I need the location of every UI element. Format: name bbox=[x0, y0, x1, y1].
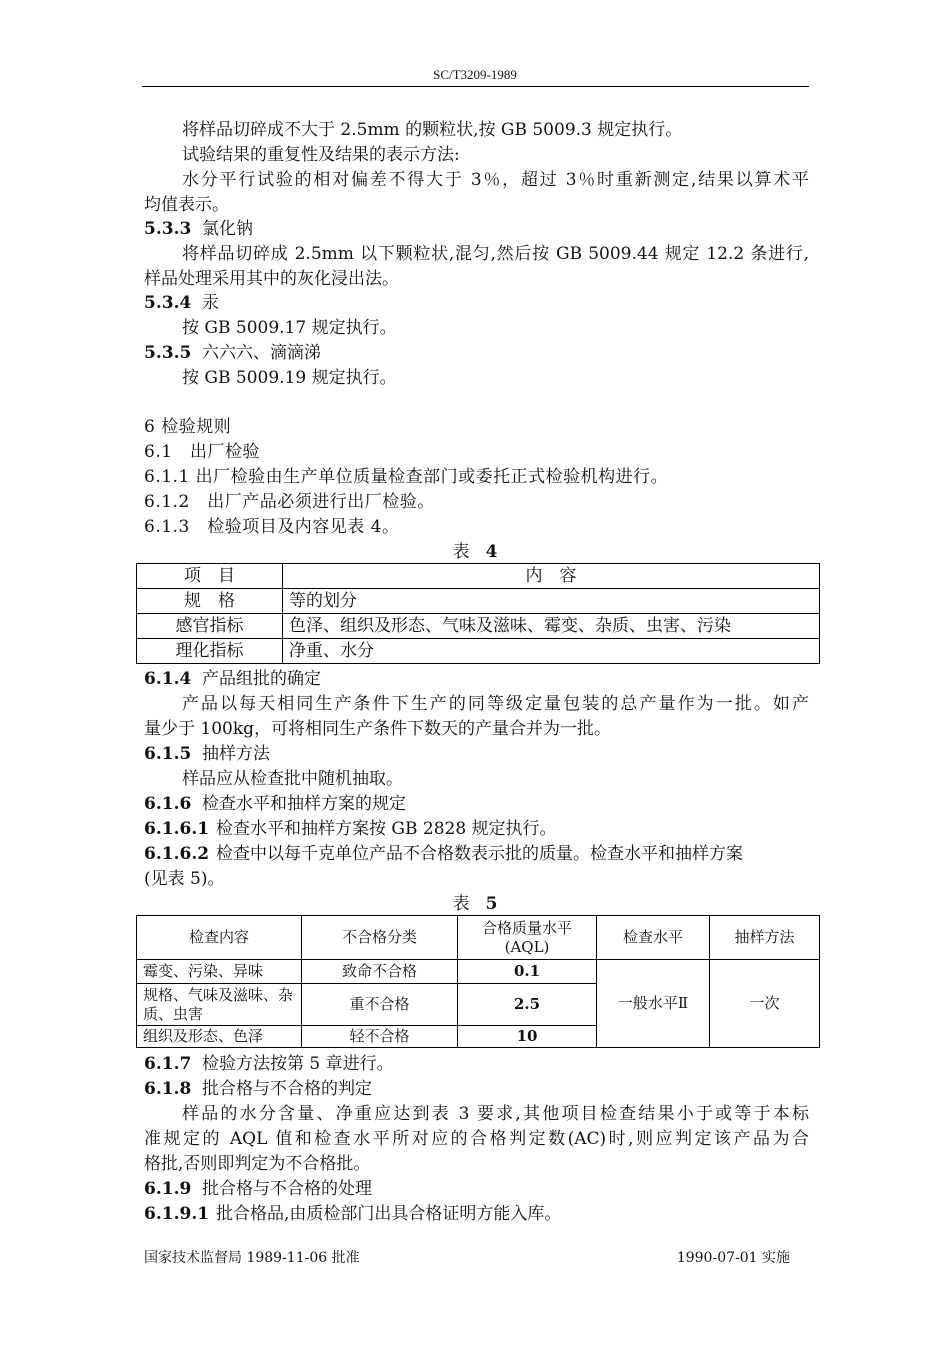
header-code: SC/T3209-1989 bbox=[433, 67, 517, 82]
table-cell: 轻不合格 bbox=[302, 1026, 458, 1048]
table4-caption: 表 4 bbox=[452, 542, 498, 562]
section-5-3-4 bbox=[144, 291, 809, 316]
section-text: 批合格品,由质检部门出具合格证明方能入库。 bbox=[216, 1204, 562, 1224]
table-header-cell: 检查内容 bbox=[137, 916, 302, 960]
para-line: 将样品切碎成 2.5mm 以下颗粒状,混匀,然后按 GB 5009.44 规定 12.2 条进行, bbox=[182, 244, 809, 264]
section-6-1-6-1 bbox=[144, 817, 809, 842]
table-header-cell: 内 容 bbox=[283, 564, 820, 589]
section-6-1-7 bbox=[144, 1052, 809, 1077]
chapter-6-heading: 6 检验规则 bbox=[144, 417, 232, 437]
section-number: 6.1.8 bbox=[144, 1079, 192, 1099]
para-line: (见表 5)。 bbox=[144, 869, 225, 889]
section-title: 批合格与不合格的判定 bbox=[202, 1079, 372, 1099]
section-number: 6.1.6.2 bbox=[144, 844, 210, 864]
table-header-row bbox=[137, 564, 820, 589]
table-cell: 0.1 bbox=[458, 960, 597, 984]
table-header-cell: 不合格分类 bbox=[302, 916, 458, 960]
section-text: 检查水平和抽样方案按 GB 2828 规定执行。 bbox=[216, 819, 557, 839]
section-6-1-5 bbox=[144, 742, 809, 767]
table-header-row bbox=[137, 916, 820, 960]
table-cell: 重不合格 bbox=[302, 984, 458, 1026]
section-number: 6.1.5 bbox=[144, 744, 192, 764]
para-line: 水分平行试验的相对偏差不得大于 3％，超过 3％时重新测定,结果以算术平 bbox=[182, 170, 809, 190]
table-row bbox=[137, 614, 820, 639]
section-title: 检查水平和抽样方案的规定 bbox=[202, 794, 406, 814]
para-line: 样品的水分含量、净重应达到表 3 要求,其他项目检查结果小于或等于本标 bbox=[182, 1104, 809, 1124]
section-number: 6.1.9 bbox=[144, 1179, 192, 1199]
section-title: 抽样方法 bbox=[202, 744, 270, 764]
table-cell: 色泽、组织及形态、气味及滋味、霉变、杂质、虫害、污染 bbox=[283, 614, 820, 639]
section-number: 6.1.4 bbox=[144, 669, 192, 689]
section-6-1-1: 6.1.1 出厂检验由生产单位质量检查部门或委托正式检验机构进行。 bbox=[144, 467, 669, 487]
table-header-cell: 合格质量水平(AQL) bbox=[458, 916, 597, 960]
section-text: 检验方法按第 5 章进行。 bbox=[202, 1054, 394, 1074]
para-line: 将样品切碎成不大于 2.5mm 的颗粒状,按 GB 5009.3 规定执行。 bbox=[182, 120, 683, 140]
section-6-1-8 bbox=[144, 1077, 809, 1102]
header-rule bbox=[142, 86, 809, 87]
section-6-1-6 bbox=[144, 792, 809, 817]
section-number: 5.3.3 bbox=[144, 219, 192, 239]
table-cell: 2.5 bbox=[458, 984, 597, 1026]
table-cell: 感官指标 bbox=[137, 614, 283, 639]
table-row bbox=[137, 960, 820, 984]
section-number: 6.1.6.1 bbox=[144, 819, 210, 839]
table-cell: 等的划分 bbox=[283, 589, 820, 614]
section-number: 5.3.4 bbox=[144, 293, 192, 313]
section-number: 5.3.5 bbox=[144, 343, 192, 363]
footer-approval: 国家技术监督局 1989-11-06 批准 bbox=[144, 1250, 360, 1266]
table-cell: 规格、气味及滋味、杂质、虫害 bbox=[137, 984, 302, 1026]
para-line: 样品处理采用其中的灰化浸出法。 bbox=[144, 269, 399, 289]
section-6-1-6-2 bbox=[144, 842, 809, 867]
section-title: 汞 bbox=[202, 293, 219, 313]
para-line: 按 GB 5009.19 规定执行。 bbox=[182, 368, 397, 388]
table-cell-inspection-level: 一般水平Ⅱ bbox=[597, 960, 710, 1048]
table-row bbox=[137, 639, 820, 664]
section-5-3-5 bbox=[144, 341, 809, 366]
para-line: 按 GB 5009.17 规定执行。 bbox=[182, 318, 397, 338]
table-cell: 10 bbox=[458, 1026, 597, 1048]
section-title: 六六六、滴滴涕 bbox=[202, 343, 321, 363]
section-6-1-9 bbox=[144, 1177, 809, 1202]
table-row bbox=[137, 589, 820, 614]
section-6-1: 6.1 出厂检验 bbox=[144, 442, 261, 462]
para-line: 试验结果的重复性及结果的表示方法: bbox=[182, 145, 460, 165]
para-line: 样品应从检查批中随机抽取。 bbox=[182, 769, 403, 789]
section-number: 6.1.9.1 bbox=[144, 1204, 210, 1224]
section-6-1-2: 6.1.2 出厂产品必须进行出厂检验。 bbox=[144, 492, 435, 512]
section-6-1-3: 6.1.3 检验项目及内容见表 4。 bbox=[144, 517, 400, 537]
section-title: 氯化钠 bbox=[202, 219, 253, 239]
table-cell: 理化指标 bbox=[137, 639, 283, 664]
para-line: 格批,否则即判定为不合格批。 bbox=[144, 1154, 371, 1174]
table-header-cell: 项 目 bbox=[137, 564, 283, 589]
section-number: 6.1.7 bbox=[144, 1054, 192, 1074]
table-cell: 规 格 bbox=[137, 589, 283, 614]
table-cell: 致命不合格 bbox=[302, 960, 458, 984]
para-line: 量少于 100kg，可将相同生产条件下数天的产量合并为一批。 bbox=[144, 719, 612, 739]
section-text: 检查中以每千克单位产品不合格数表示批的质量。检查水平和抽样方案 bbox=[216, 844, 743, 864]
section-title: 产品组批的确定 bbox=[202, 669, 321, 689]
table-5 bbox=[136, 915, 820, 1048]
footer-effective: 1990-07-01 实施 bbox=[676, 1250, 790, 1266]
section-6-1-4 bbox=[144, 667, 809, 692]
table-header-cell: 抽样方法 bbox=[710, 916, 820, 960]
table-4 bbox=[136, 563, 820, 664]
table-cell-sampling-method: 一次 bbox=[710, 960, 820, 1048]
table-cell: 霉变、污染、异味 bbox=[137, 960, 302, 984]
section-number: 6.1.6 bbox=[144, 794, 192, 814]
section-6-1-9-1 bbox=[144, 1202, 809, 1227]
para-line: 产品以每天相同生产条件下生产的同等级定量包装的总产量作为一批。如产 bbox=[182, 694, 809, 714]
table5-caption: 表 5 bbox=[452, 894, 498, 914]
table-header-cell: 检查水平 bbox=[597, 916, 710, 960]
table-cell: 组织及形态、色泽 bbox=[137, 1026, 302, 1048]
para-line: 准规定的 AQL 值和检查水平所对应的合格判定数(AC)时,则应判定该产品为合 bbox=[144, 1129, 809, 1149]
para-line: 均值表示。 bbox=[144, 195, 229, 215]
section-5-3-3 bbox=[144, 217, 809, 242]
table-cell: 净重、水分 bbox=[283, 639, 820, 664]
section-title: 批合格与不合格的处理 bbox=[202, 1179, 372, 1199]
